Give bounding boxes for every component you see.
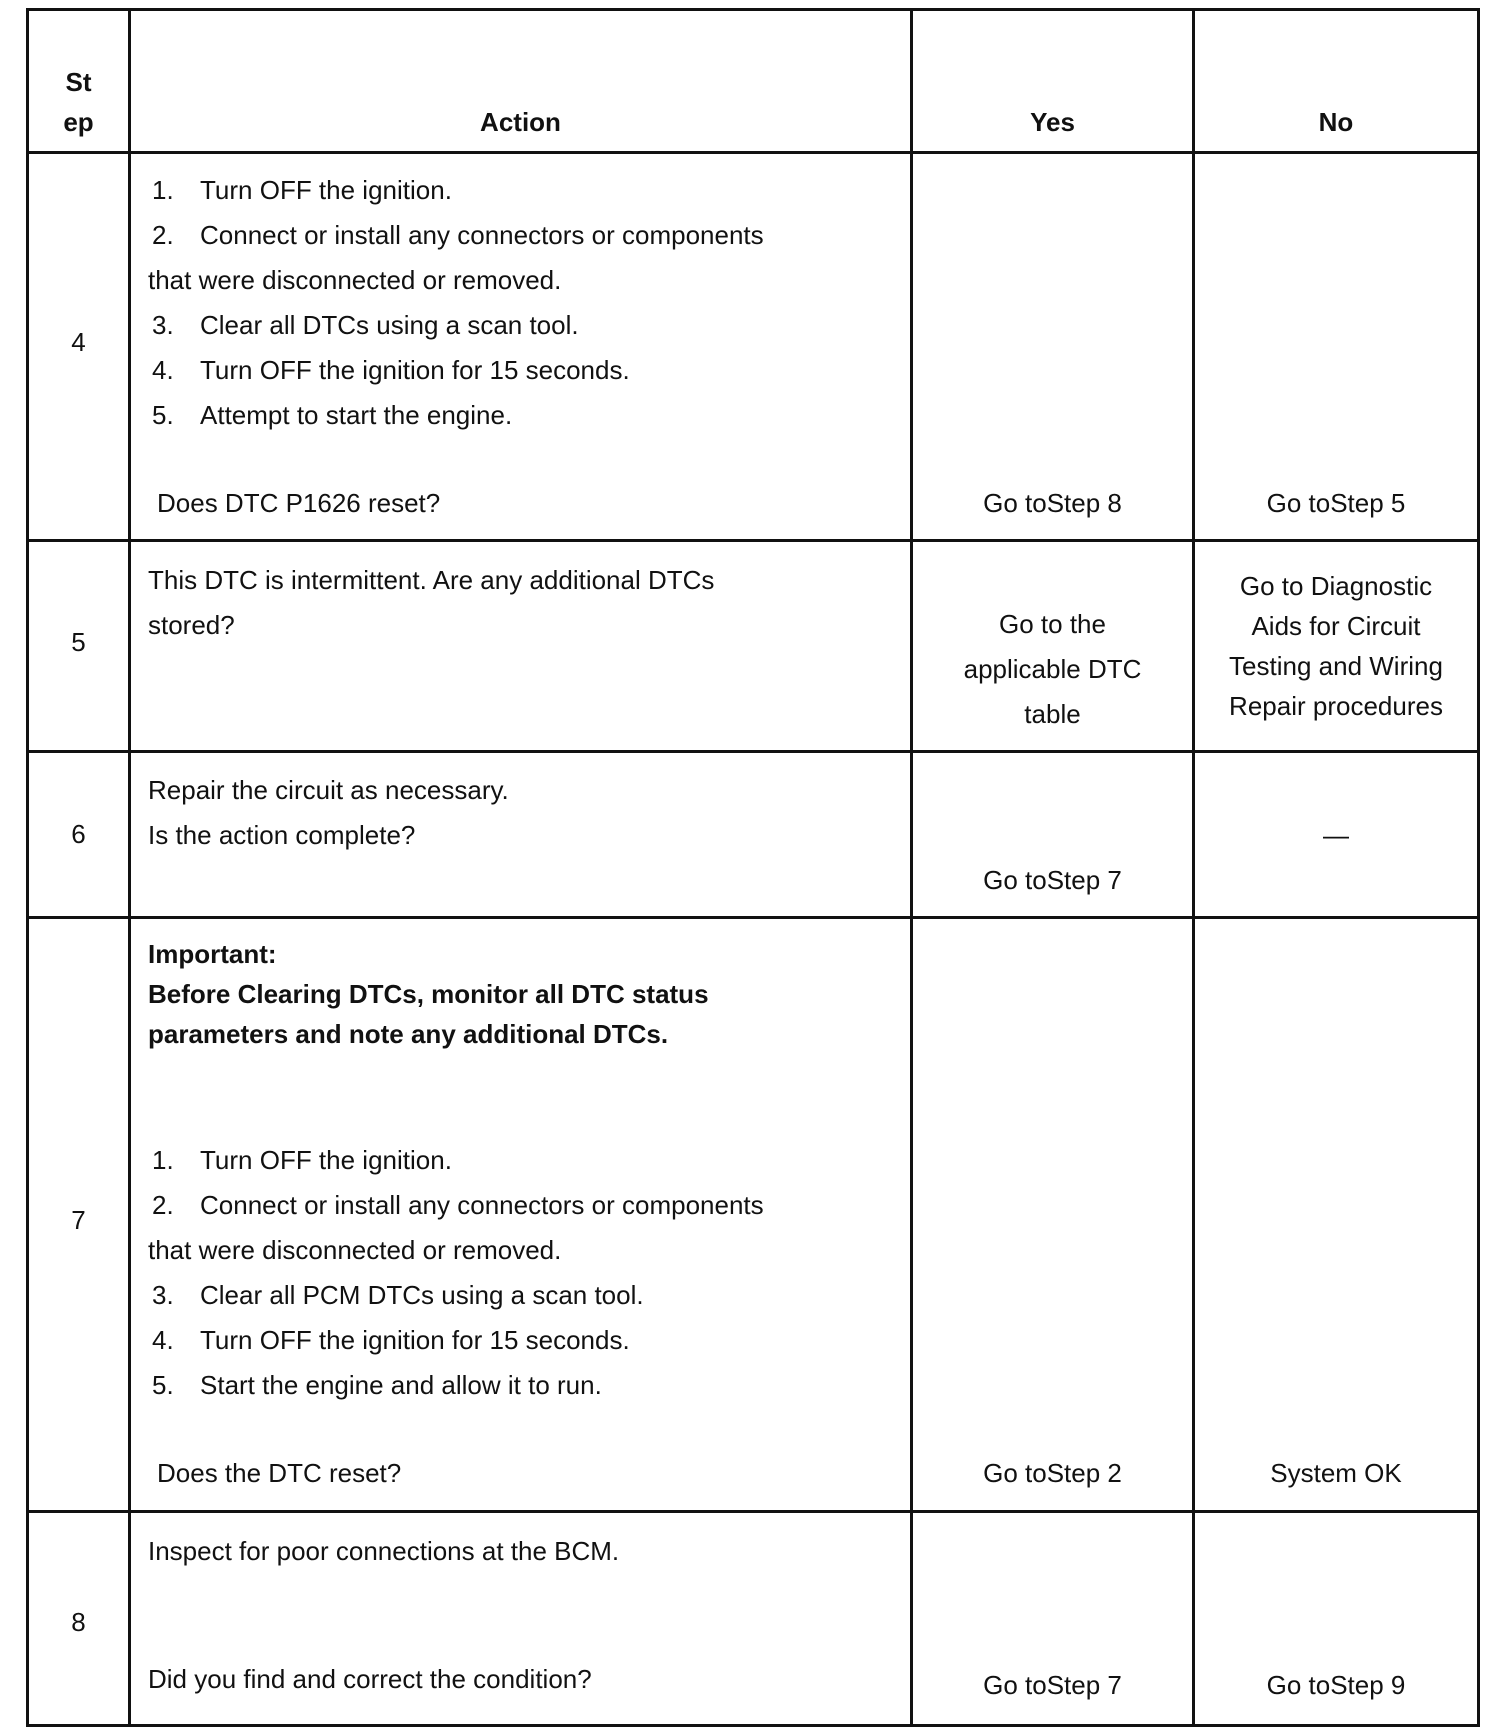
question-text: Did you find and correct the condition? xyxy=(148,1664,592,1694)
table-border-top xyxy=(26,8,1480,11)
header-step xyxy=(29,62,128,142)
table-border-right xyxy=(1477,8,1480,1727)
diagnostic-table xyxy=(26,8,1480,1728)
action-text: Inspect for poor connections at the BCM. xyxy=(148,1536,620,1566)
list-item: 1. Turn OFF the ignition. xyxy=(152,1145,452,1175)
table-border-bottom xyxy=(26,1724,1480,1727)
yes-result: Go toStep 7 xyxy=(983,1670,1122,1700)
step-number: 4 xyxy=(71,327,86,357)
yes-result: Go to the applicable DTC table xyxy=(963,609,1142,729)
table-border-left xyxy=(26,8,29,1727)
no-result: — xyxy=(1323,820,1349,850)
list-item: 5. Attempt to start the engine. xyxy=(152,400,513,430)
yes-result: Go toStep 7 xyxy=(983,865,1122,895)
step-number: 7 xyxy=(71,1205,86,1235)
step-number: 5 xyxy=(71,627,86,657)
no-result: Go to Diagnostic Aids for Circuit Testing and Wiring Repair procedures xyxy=(1229,571,1443,721)
action-list xyxy=(148,1138,908,1408)
row-divider-7 xyxy=(26,1510,1480,1513)
important-label: Important: xyxy=(148,939,277,969)
header-no: No xyxy=(1318,107,1354,137)
list-item: that were disconnected or removed. xyxy=(148,1235,562,1265)
action-text: Repair the circuit as necessary. Is the action complete? xyxy=(148,775,509,850)
list-item: 3. Clear all PCM DTCs using a scan tool. xyxy=(152,1280,644,1310)
list-item: 4. Turn OFF the ignition for 15 seconds. xyxy=(152,1325,630,1355)
yes-result: Go toStep 2 xyxy=(983,1458,1122,1488)
header-step-line1: St xyxy=(65,67,92,97)
list-item: 4. Turn OFF the ignition for 15 seconds. xyxy=(152,355,630,385)
header-yes: Yes xyxy=(1030,107,1075,137)
no-result: Go toStep 9 xyxy=(1266,1670,1406,1700)
list-item: that were disconnected or removed. xyxy=(148,265,562,295)
table-divider-step xyxy=(128,8,131,1727)
important-note: Important: Before Clearing DTCs, monitor all DTC status parameters and note any additional DTCs. xyxy=(148,934,908,1054)
list-item: 2. Connect or install any connectors or components xyxy=(152,220,764,250)
action-text: This DTC is intermittent. Are any additional DTCs stored? xyxy=(148,565,715,640)
list-item: 3. Clear all DTCs using a scan tool. xyxy=(152,310,579,340)
step-number: 6 xyxy=(71,819,86,849)
list-item: 1. Turn OFF the ignition. xyxy=(152,175,452,205)
list-item: 5. Start the engine and allow it to run. xyxy=(152,1370,602,1400)
no-result: System OK xyxy=(1270,1458,1402,1488)
row-divider-5 xyxy=(26,750,1480,753)
question-text: Does DTC P1626 reset? xyxy=(157,488,441,518)
list-item: 2. Connect or install any connectors or components xyxy=(152,1190,764,1220)
action-list xyxy=(148,168,908,438)
step-number: 8 xyxy=(71,1607,86,1637)
no-result: Go toStep 5 xyxy=(1266,488,1406,518)
header-step-line2: ep xyxy=(63,107,94,137)
question-text: Does the DTC reset? xyxy=(157,1458,402,1488)
row-divider-4 xyxy=(26,539,1480,542)
row-divider-6 xyxy=(26,916,1480,919)
yes-result: Go toStep 8 xyxy=(983,488,1122,518)
row-divider-header xyxy=(26,151,1480,154)
header-action: Action xyxy=(480,107,561,137)
